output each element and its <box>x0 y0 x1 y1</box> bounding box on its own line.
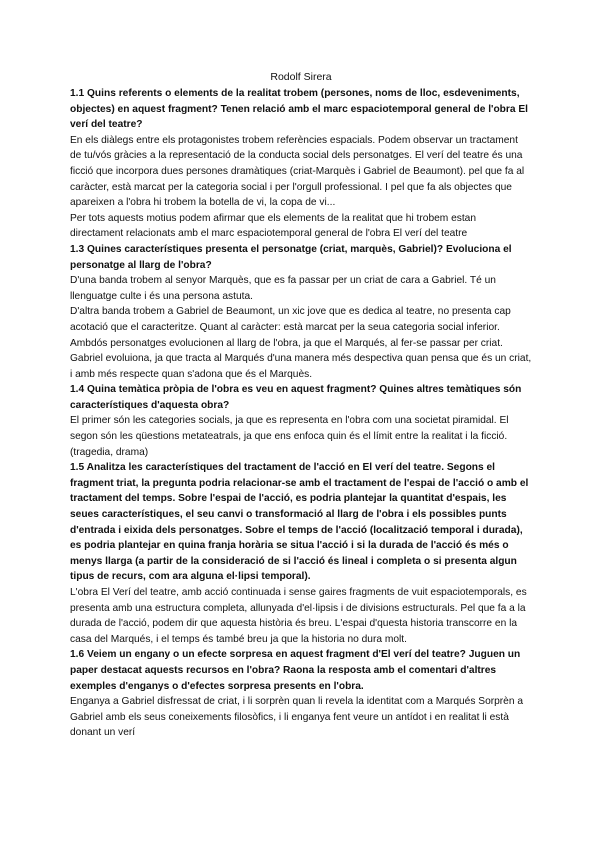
section-1-5 <box>70 460 532 647</box>
answer-paragraph: El primer són les categories socials, ja que es representa en l'obra com una societat piramidal. El segon són les qüestions metateatrals, ja que ens enfoca quin és el límit entre la realitat i la ficció. (tragedia, drama) <box>70 415 509 458</box>
answer-paragraph: Enganya a Gabriel disfressat de criat, i li sorprèn quan li revela la identitat com a Marqués Sorprèn a Gabriel amb els seus coneixements filosòfics, i li enganya fent veure un antídot i en realitat li està donant un verí <box>70 696 524 739</box>
section-1-6 <box>70 647 532 741</box>
answer-paragraph: L'obra El Verí del teatre, amb acció continuada i sense gaires fragments de vuit espaciotemporals, es presenta amb una estructura completa, allunyada d'el·lipsis i de divisions estructurals. Pel que fa a la durada de l'acció, podem dir que aquesta història és breu. L'espai d'questa historia transcorre en la casa del Marqués, i el temps és també breu ja que la historia no dura molt. <box>70 587 527 645</box>
answer-paragraph: En els diàlegs entre els protagonistes trobem referències espacials. Podem observar un tractament de tu/vós gràcies a la representació de la conducta social dels personatges. El verí del teatre és una ficció que incorpora dues persones dramàtiques (criat-Marquès i Gabriel de Beaumont). pel que fa al caràcter, està marcat per la categoria social i per l'orgull professional. I pel que fa als objectes que apareixen a l'obra hi trobem la botella de vi, la copa de vi... <box>70 134 525 209</box>
answer-paragraph: Per tots aquests motius podem afirmar que els elements de la realitat que hi trobem estan directament relacionats amb el marc espaciotemporal general de l'obra El verí del teatre <box>70 212 477 240</box>
answer-paragraph: D'una banda trobem al senyor Marquès, que es fa passar per un criat de cara a Gabriel. Té un llenguatge culte i és una persona astuta. <box>70 275 496 302</box>
question-1-5: 1.5 Analitza les característiques del tractament de l'acció en El verí del teatre. Segons el fragment triat, la pregunta podria relacionar-se amb el tractament de l'espai de l'acció o amb el tractament del temps. Sobre l'espai de l'acció, es podria plantejar la quantitat d'espais, les seues característiques, el seu canvi o transformació al llarg de l'obra i els possibles punts d'entrada i eixida dels personatges. Sobre el temps de l'acció (localització temporal i durada), es podria plantejar en quina franja horària se situa l'acció i si la durada de l'acció és més o menys llarga (a partir de la consideració de si l'acció és lineal i completa o si presenta algun tipus de recurs, com ara alguna el·lipsi temporal). <box>70 462 529 583</box>
section-1-4 <box>70 382 532 460</box>
question-1-3: 1.3 Quines característiques presenta el personatge (criat, marquès, Gabriel)? Evoluciona el personatge al llarg de l'obra? <box>70 243 512 271</box>
question-1-4: 1.4 Quina temàtica pròpia de l'obra es veu en aquest fragment? Quines altres temàtiques són característiques d'aquesta obra? <box>70 384 522 411</box>
section-1-3 <box>70 242 532 382</box>
document-page <box>70 71 532 741</box>
question-1-1: 1.1 Quins referents o elements de la realitat trobem (persones, noms de lloc, esdeveniments, objectes) en aquest fragment? Tenen relació amb el marc espaciotemporal general de l'obra El verí del teatre? <box>70 88 528 131</box>
section-1-1 <box>70 86 532 242</box>
answer-paragraph: D'altra banda trobem a Gabriel de Beaumont, un xic jove que es dedica al teatre, no presenta cap acotació que el caracteritze. Quant al caràcter: està marcat per la seua categoria social inferior. <box>70 306 511 333</box>
answer-paragraph: Ambdós personatges evolucionen al llarg de l'obra, ja que el Marqués, al fer-se passar per criat. Gabriel evoluiona, ja que tracta al Marqués d'una manera més despectiva quan pensa que és un criat, i amb més respecte quan s'adona que és el Marquès. <box>70 337 532 380</box>
author-heading: Rodolf Sirera <box>270 71 332 83</box>
question-1-6: 1.6 Veiem un engany o un efecte sorpresa en aquest fragment d'El verí del teatre? Juguen un paper destacat aquests recursos en l'obra? Raona la resposta amb el comentari d'altres exemples d'enganys o d'efectes sorpresa presents en l'obra. <box>70 649 521 692</box>
